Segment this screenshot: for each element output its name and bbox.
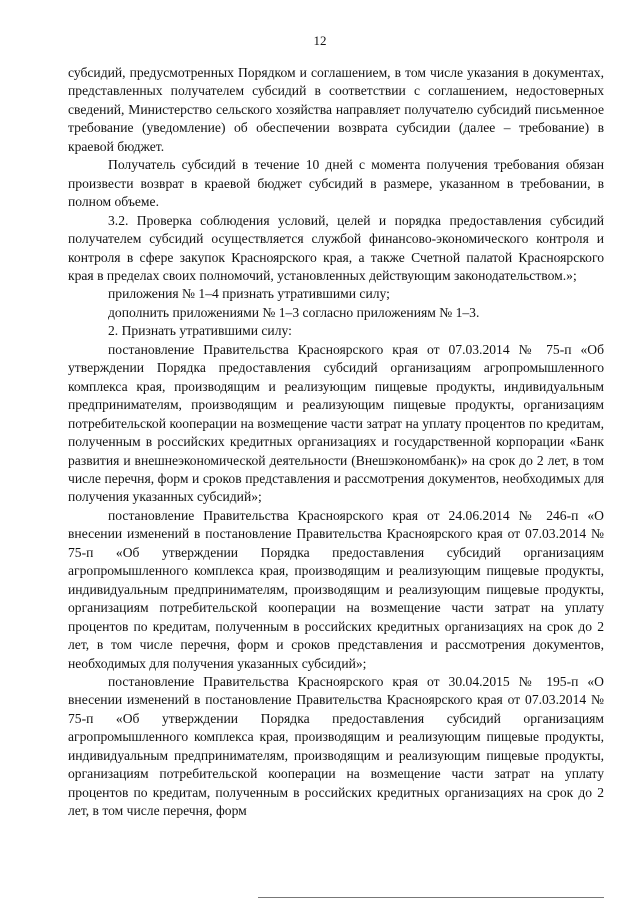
paragraph-decree-246p: постановление Правительства Красноярского края от 24.06.2014 № 246-п «О внесении изменений в постановление Правительства Красноярского края от 07.03.2014 № 75-п «Об утверждении Порядка предоставления субсидий организациям агропромышленного комплекса края, производящим и реализующим пищевые продукты, индивидуальным предпринимателям, производящим и реализующим пищевые продукты, организациям потребительской кооперации на возмещение части затрат на уплату процентов по кредитам, полученным в российских кредитных организациях на срок до 2 лет, в том числе перечня, форм и сроков представления и рассмотрения документов, необходимых для получения указанных субсидий»; bbox=[68, 507, 604, 671]
paragraph-continuation: субсидий, предусмотренных Порядком и соглашением, в том числе указания в документах, представленных получателем субсидий в соответствии с соглашением, недостоверных сведений, Министерство сельского хозяйства направляет получателю субсидий письменное требование (уведомление) об обеспечении возврата субсидии (далее – требование) в краевой бюджет. bbox=[68, 65, 604, 154]
document-body bbox=[68, 64, 604, 821]
paragraph-compliance-check: 3.2. Проверка соблюдения условий, целей и порядка предоставления субсидий получателем субсидий осуществляется службой финансово-экономического контроля и контроля в сфере закупок Красноярского края, а также Счетной палатой Красноярского края в пределах своих полномочий, установленных действующим законодательством.»; bbox=[68, 212, 604, 283]
footer-divider bbox=[258, 897, 604, 898]
paragraph-refund-obligation: Получатель субсидий в течение 10 дней с момента получения требования обязан произвести возврат в краевой бюджет субсидий в размере, указанном в требовании, в полном объеме. bbox=[68, 157, 604, 210]
paragraph-section-2: 2. Признать утратившими силу: bbox=[108, 323, 292, 339]
page-number: 12 bbox=[313, 33, 327, 48]
paragraph-annexes-add: дополнить приложениями № 1–3 согласно приложениям № 1–3. bbox=[108, 304, 480, 320]
paragraph-decree-75p: постановление Правительства Красноярского края от 07.03.2014 № 75-п «Об утверждении Порядка предоставления субсидий организациям агропромышленного комплекса края, производящим и реализующим пищевые продукты, индивидуальным предпринимателям, производящим и реализующим пищевые продукты, организациям потребительской кооперации на возмещение части затрат на уплату процентов по кредитам, полученным в российских кредитных организациях и государственной корпорации «Банк развития и внешнеэкономической деятельности (Внешэкономбанк)» на срок до 2 лет, в том числе перечня, форм и сроков представления и рассмотрения документов, необходимых для получения указанных субсидий»; bbox=[68, 341, 604, 505]
paragraph-decree-195p: постановление Правительства Красноярского края от 30.04.2015 № 195-п «О внесении изменений в постановление Правительства Красноярского края от 07.03.2014 № 75-п «Об утверждении Порядка предоставления субсидий организациям агропромышленного комплекса края, производящим и реализующим пищевые продукты, индивидуальным предпринимателям, производящим и реализующим пищевые продукты, организациям потребительской кооперации на возмещение части затрат на уплату процентов по кредитам, полученным в российских кредитных организациях на срок до 2 лет, в том числе перечня, форм bbox=[68, 673, 604, 819]
paragraph-annexes-void: приложения № 1–4 признать утратившими силу; bbox=[108, 286, 390, 302]
